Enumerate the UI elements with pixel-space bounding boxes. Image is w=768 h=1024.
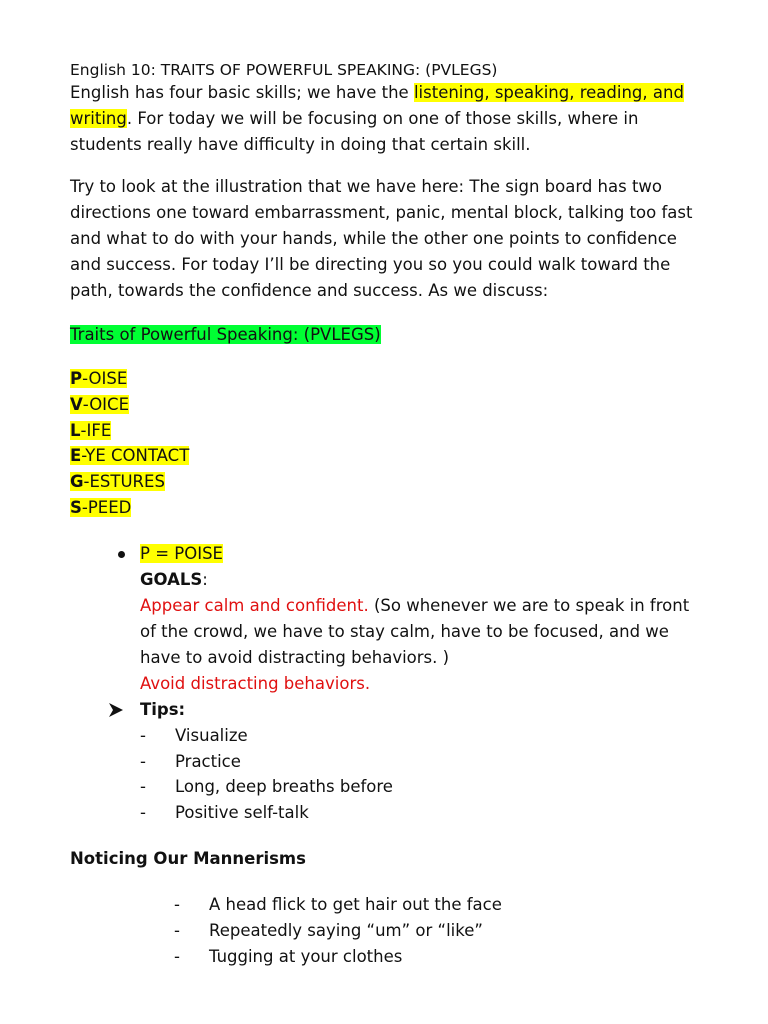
illustration-paragraph: Try to look at the illustration that we have here: The sign board has two directions one toward embarrassment, panic, mental block, talking too fast and what to do with your hands, while the other one points to confidence and success. For today I’ll be directing you so you could walk toward the path, towards the confidence and success. As we discuss:	[70, 177, 693, 300]
goal-1-red: Appear calm and confident.	[140, 595, 369, 615]
tips-row	[70, 697, 710, 723]
poise-section	[70, 541, 710, 697]
list-item: - Tugging at your clothes	[174, 946, 403, 966]
intro-after: . For today we will be focusing on one of those skills, where in students really have difficulty in doing that certain skill.	[70, 109, 639, 154]
bullet-dot-icon	[118, 551, 125, 558]
traits-heading-text: Traits of Powerful Speaking: (PVLEGS)	[70, 325, 381, 344]
list-item: - Practice	[140, 751, 241, 771]
list-item: - A head flick to get hair out the face	[174, 894, 502, 914]
goal-1	[140, 593, 710, 671]
list-item: - Positive self-talk	[140, 803, 309, 823]
tips-label: Tips:	[140, 699, 186, 719]
poise-heading: P = POISE	[140, 543, 223, 563]
list-item: - Repeatedly saying “um” or “like”	[174, 920, 483, 940]
acronym-item-p: P-OISE	[70, 369, 128, 388]
tips-list	[70, 723, 710, 826]
goal-2: Avoid distracting behaviors.	[140, 673, 371, 693]
acronym-item-s: S-PEED	[70, 497, 132, 517]
acronym-list	[70, 366, 710, 521]
document-page	[70, 60, 710, 969]
mannerisms-heading: Noticing Our Mannerisms	[70, 848, 306, 868]
traits-heading	[70, 322, 710, 348]
mannerisms-list	[70, 892, 710, 969]
arrowhead-bullet-icon	[108, 702, 124, 718]
document-title: English 10: TRAITS OF POWERFUL SPEAKING: (PVLEGS)	[70, 61, 498, 79]
intro-paragraph	[70, 80, 710, 158]
intro-before: English has four basic skills; we have the	[70, 83, 414, 102]
list-item: - Long, deep breaths before	[140, 777, 393, 797]
acronym-item-e: E-YE CONTACT	[70, 446, 190, 466]
acronym-item-g: G-ESTURES	[70, 472, 165, 492]
intro-highlight: listening, speaking, reading, and writing	[70, 83, 684, 128]
goal-1-note: (So whenever we are to speak in front of the crowd, we have to stay calm, have to be focused, and we have to avoid distracting behaviors. )	[140, 595, 690, 667]
acronym-item-v: V-OICE	[70, 394, 129, 414]
goals-label: GOALS:	[140, 569, 208, 589]
list-item: - Visualize	[140, 725, 248, 745]
acronym-item-l: L-IFE	[70, 420, 112, 440]
